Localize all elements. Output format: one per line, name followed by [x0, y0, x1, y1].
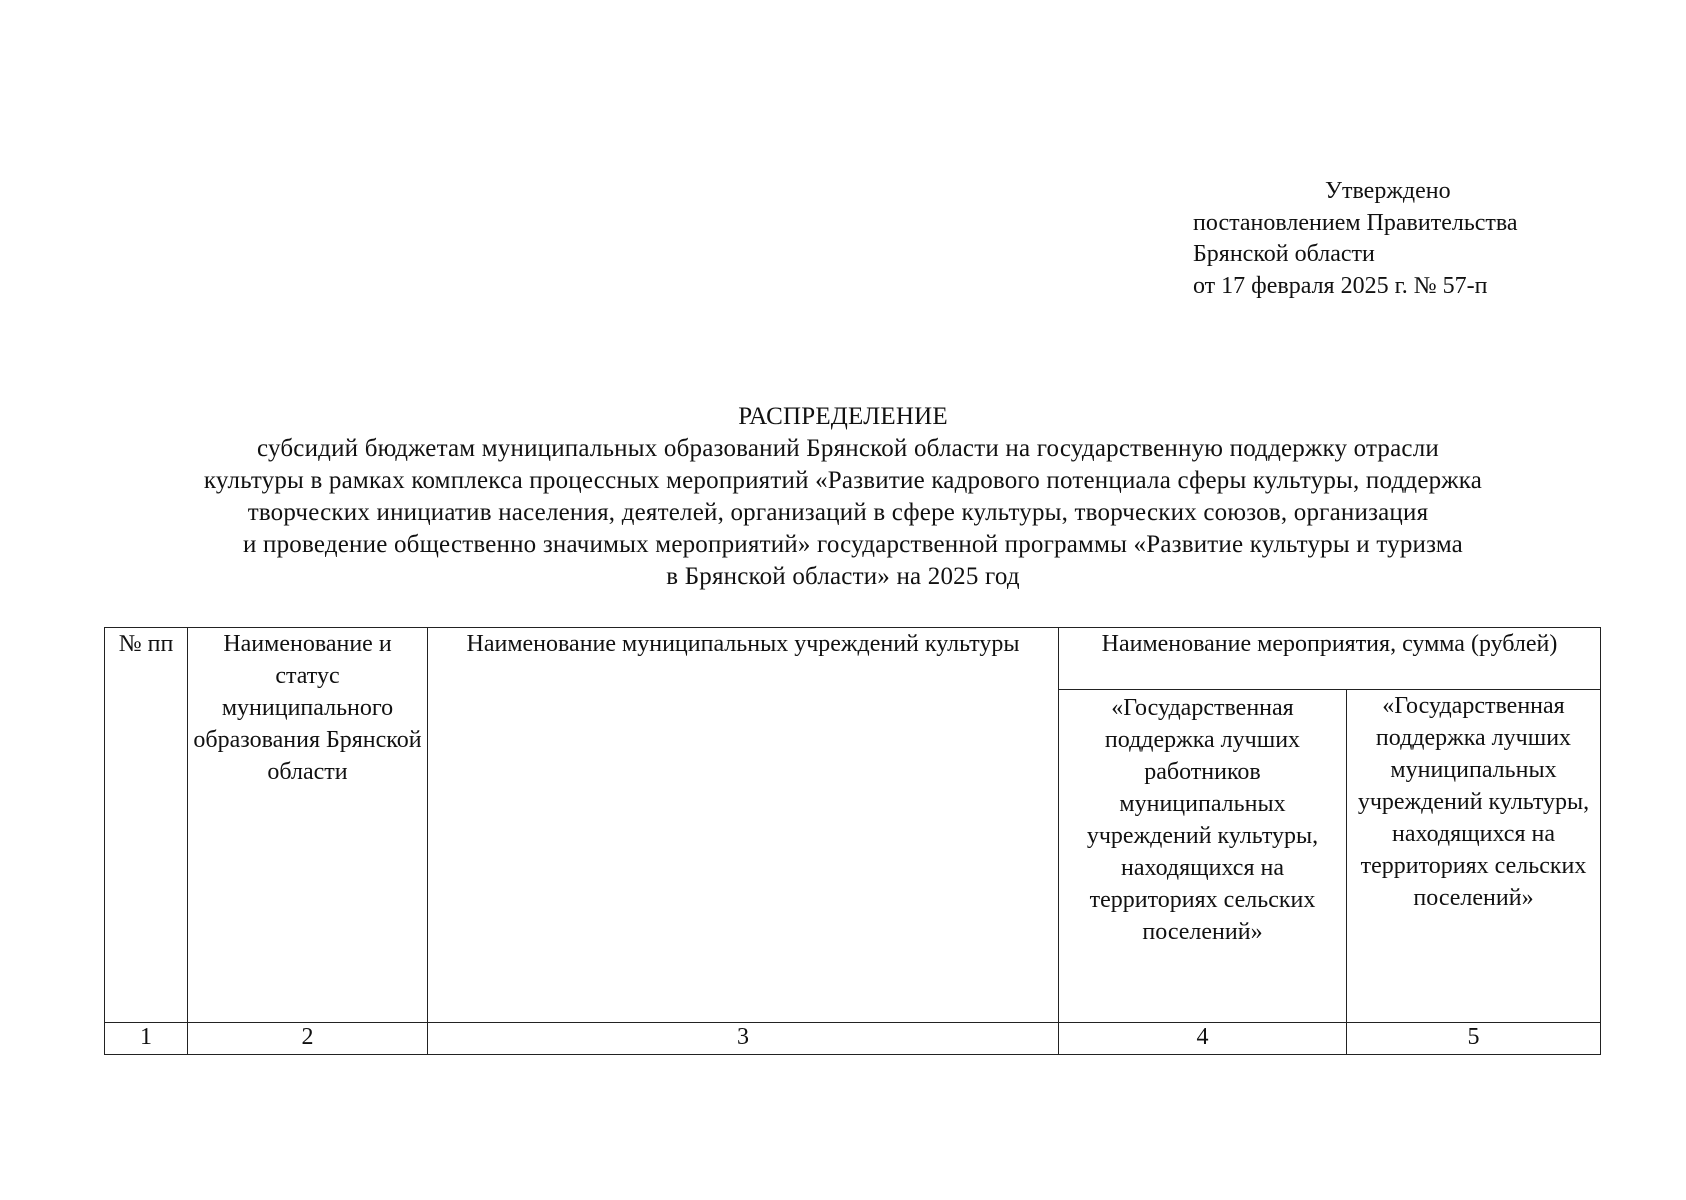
title-line: субсидий бюджетам муниципальных образований Брянской области на государственную поддержку отрасли: [257, 435, 1439, 462]
title-line: в Брянской области» на 2025 год: [666, 563, 1020, 590]
column-number-cell: 4: [1059, 1023, 1347, 1055]
table-header-row: [105, 628, 1601, 690]
header-cell-number: № пп: [105, 628, 188, 1023]
document-title: [0, 401, 1686, 593]
column-number-cell: 5: [1347, 1023, 1601, 1055]
header-cell-institutions: Наименование муниципальных учреждений культуры: [428, 628, 1059, 1023]
distribution-table: [104, 627, 1601, 1055]
title-line: культуры в рамках комплекса процессных мероприятий «Развитие кадрового потенциала сферы культуры, поддержка: [203, 467, 1483, 494]
column-number-row: [105, 1023, 1601, 1055]
approval-line-resolution: постановлением Правительства: [1193, 209, 1518, 236]
header-cell-municipality: Наименование и статус муниципального образования Брянской области: [188, 628, 428, 1023]
approval-line-date-number: от 17 февраля 2025 г. № 57-п: [1193, 272, 1488, 299]
column-number-cell: 3: [428, 1023, 1059, 1055]
header-cell-event-group: Наименование мероприятия, сумма (рублей): [1059, 628, 1601, 690]
title-line: творческих инициатив населения, деятелей, организаций в сфере культуры, творческих союзов, организация: [247, 499, 1429, 526]
approval-line-approved: Утверждено: [1325, 178, 1451, 204]
column-number-cell: 1: [105, 1023, 188, 1055]
column-number-cell: 2: [188, 1023, 428, 1055]
title-heading: РАСПРЕДЕЛЕНИЕ: [738, 403, 948, 430]
title-line: и проведение общественно значимых мероприятий» государственной программы «Развитие культуры и туризма: [243, 531, 1463, 558]
header-cell-support-workers: «Государственная поддержка лучших работников муниципальных учреждений культуры, находящихся на территориях сельских поселений»: [1059, 690, 1347, 1023]
header-cell-support-institutions: «Государственная поддержка лучших муниципальных учреждений культуры, находящихся на территориях сельских поселений»: [1347, 690, 1601, 1023]
approval-stamp: [1193, 176, 1633, 302]
approval-line-region: Брянской области: [1193, 241, 1375, 267]
